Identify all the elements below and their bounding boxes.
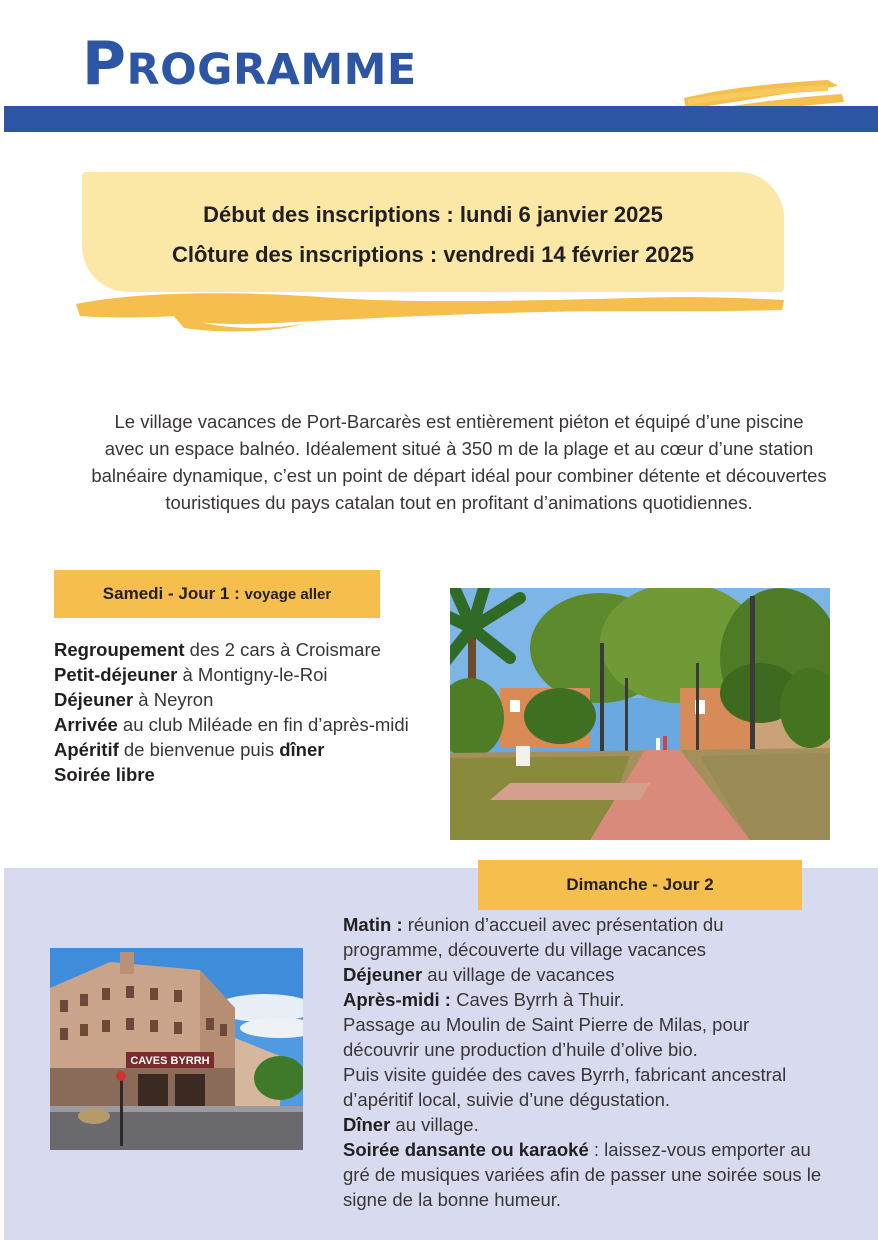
title-divider-bar bbox=[4, 106, 878, 132]
list-item: Dîner au village. bbox=[343, 1114, 479, 1135]
registration-end: Clôture des inscriptions : vendredi 14 février 2025 bbox=[171, 242, 695, 267]
list-item: Apéritif de bienvenue puis dîner bbox=[54, 739, 325, 760]
list-item: Déjeuner au village de vacances bbox=[343, 964, 615, 985]
list-item: Arrivée au club Miléade en fin d’après-midi bbox=[54, 714, 409, 735]
day1-heading: Samedi - Jour 1 : voyage aller bbox=[54, 570, 380, 618]
list-item: signe de la bonne humeur. bbox=[343, 1189, 562, 1210]
list-item: Petit-déjeuner à Montigny-le-Roi bbox=[54, 664, 328, 685]
caves-byrrh-photo bbox=[50, 948, 303, 1150]
registration-start: Début des inscriptions : lundi 6 janvier 2025 bbox=[203, 202, 663, 227]
list-item: Soirée libre bbox=[54, 764, 155, 785]
day2-heading: Dimanche - Jour 2 bbox=[478, 860, 802, 910]
day2-program-list bbox=[343, 912, 863, 1212]
list-item: programme, découverte du village vacances bbox=[343, 939, 706, 960]
list-item: Regroupement des 2 cars à Croismare bbox=[54, 639, 381, 660]
brush-underline-decoration bbox=[74, 284, 786, 336]
village-park-photo bbox=[450, 588, 830, 840]
day1-program-list bbox=[54, 637, 444, 787]
list-item: Après-midi : Caves Byrrh à Thuir. bbox=[343, 989, 625, 1010]
registration-dates-box bbox=[82, 172, 784, 292]
intro-paragraph: Le village vacances de Port-Barcarès est entièrement piéton et équipé d’une piscine avec un espace balnéo. Idéalement situé à 350 m de la plage et au cœur d’une station balnéaire dynamique, c’est un point de départ idéal pour combiner détente et découvertes touristiques du pays catalan tout en profitant d’animations quotidiennes. bbox=[91, 411, 827, 513]
list-item: découvrir une production d’huile d’olive bio. bbox=[343, 1039, 698, 1060]
caves-byrrh-sign: CAVES BYRRH bbox=[130, 1055, 210, 1067]
list-item: Soirée dansante ou karaoké : laissez-vous emporter au bbox=[343, 1139, 811, 1160]
list-item: Matin : réunion d’accueil avec présentation du bbox=[343, 914, 724, 935]
page-title: PROGRAMME bbox=[82, 29, 417, 99]
list-item: gré de musiques variées afin de passer une soirée sous le bbox=[343, 1164, 822, 1185]
list-item: Passage au Moulin de Saint Pierre de Milas, pour bbox=[343, 1014, 750, 1035]
list-item: Puis visite guidée des caves Byrrh, fabricant ancestral bbox=[343, 1064, 787, 1085]
list-item: d’apéritif local, suivie d’une dégustation. bbox=[343, 1089, 671, 1110]
list-item: Déjeuner à Neyron bbox=[54, 689, 214, 710]
